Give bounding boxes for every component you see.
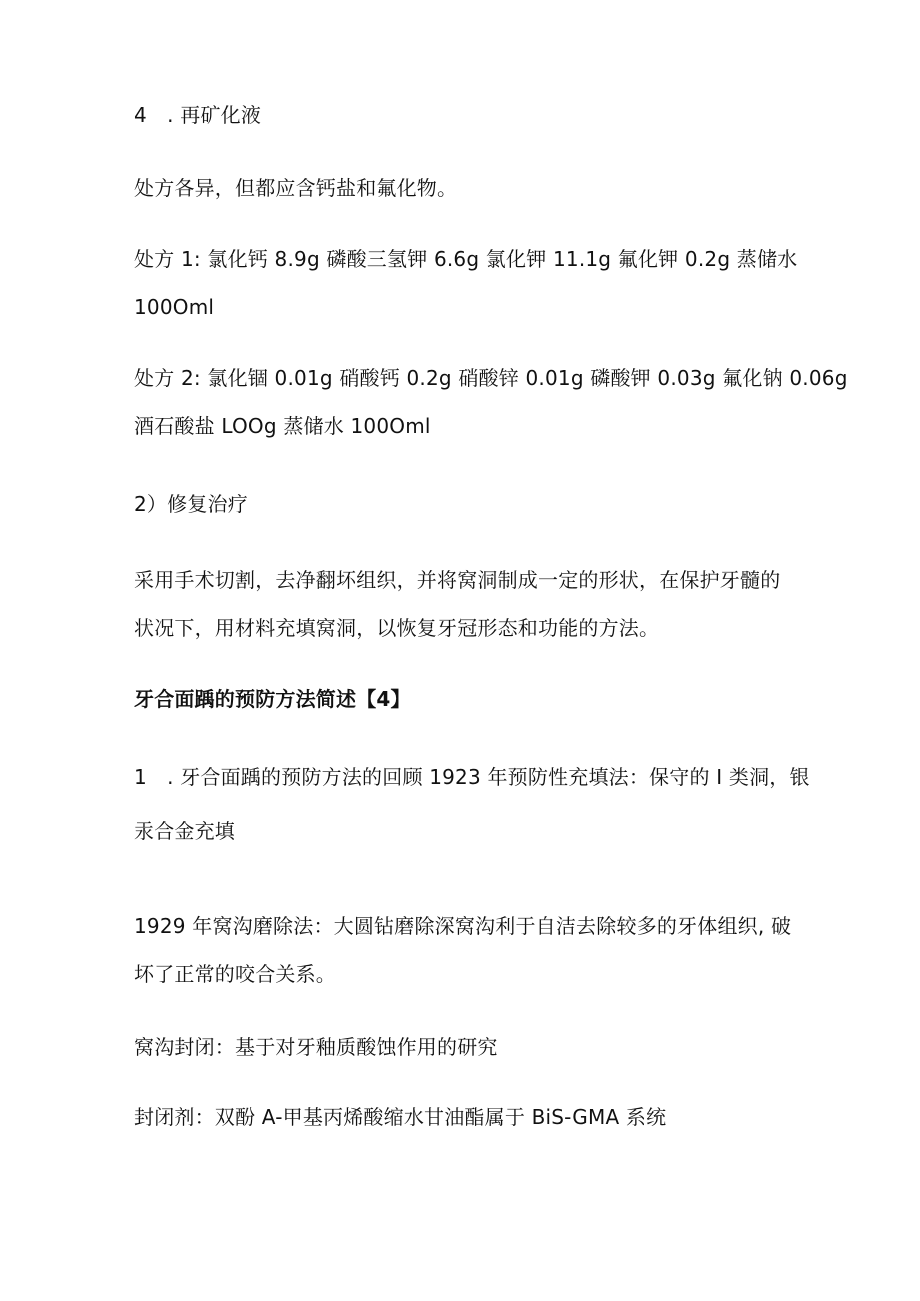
paragraph-fissure-grinding: 1929 年窝沟磨除法：大圆钻磨除深窝沟利于自洁去除较多的牙体组织, 破 (134, 914, 792, 938)
paragraph-restorative-description-cont: 状况下，用材料充填窝洞，以恢复牙冠形态和功能的方法。 (134, 616, 660, 640)
paragraph-prevention-review-cont: 汞合金充填 (134, 819, 235, 843)
paragraph-fissure-sealing: 窝沟封闭：基于对牙釉质酸蚀作用的研究 (134, 1035, 498, 1059)
paragraph-restorative-description: 采用手术切割，去净翻坏组织，并将窝洞制成一定的形状，在保护牙髓的 (134, 568, 781, 592)
paragraph-prevention-review: 1 . 牙合面踽的预防方法的回顾 1923 年预防性充填法：保守的 I 类洞，银 (134, 765, 810, 789)
paragraph-prescription-2: 处方 2: 氯化锢 0.01g 硝酸钙 0.2g 硝酸锌 0.01g 磷酸钾 0.03g 氟化钠 0.06g (134, 366, 848, 390)
paragraph-sealant: 封闭剂：双酚 A-甲基丙烯酸缩水甘油酯属于 BiS-GMA 系统 (134, 1105, 667, 1129)
section-heading-occlusal-caries-prevention: 牙合面踽的预防方法简述【4】 (134, 687, 411, 711)
section-heading-remineralizing-solution: 4 . 再矿化液 (134, 103, 262, 127)
paragraph-prescription-1: 处方 1: 氯化钙 8.9g 磷酸三氢钾 6.6g 氯化钾 11.1g 氟化钾 0.2g 蒸储水 (134, 247, 798, 271)
section-heading-restorative-treatment: 2）修复治疗 (134, 492, 248, 516)
paragraph-prescription-2-cont: 酒石酸盐 LOOg 蒸储水 100Oml (134, 414, 431, 438)
paragraph-prescription-1-cont: 100Oml (134, 295, 215, 319)
paragraph-fissure-grinding-cont: 坏了正常的咬合关系。 (134, 962, 336, 986)
paragraph-prescription-intro: 处方各异，但都应含钙盐和氟化物。 (134, 176, 458, 200)
